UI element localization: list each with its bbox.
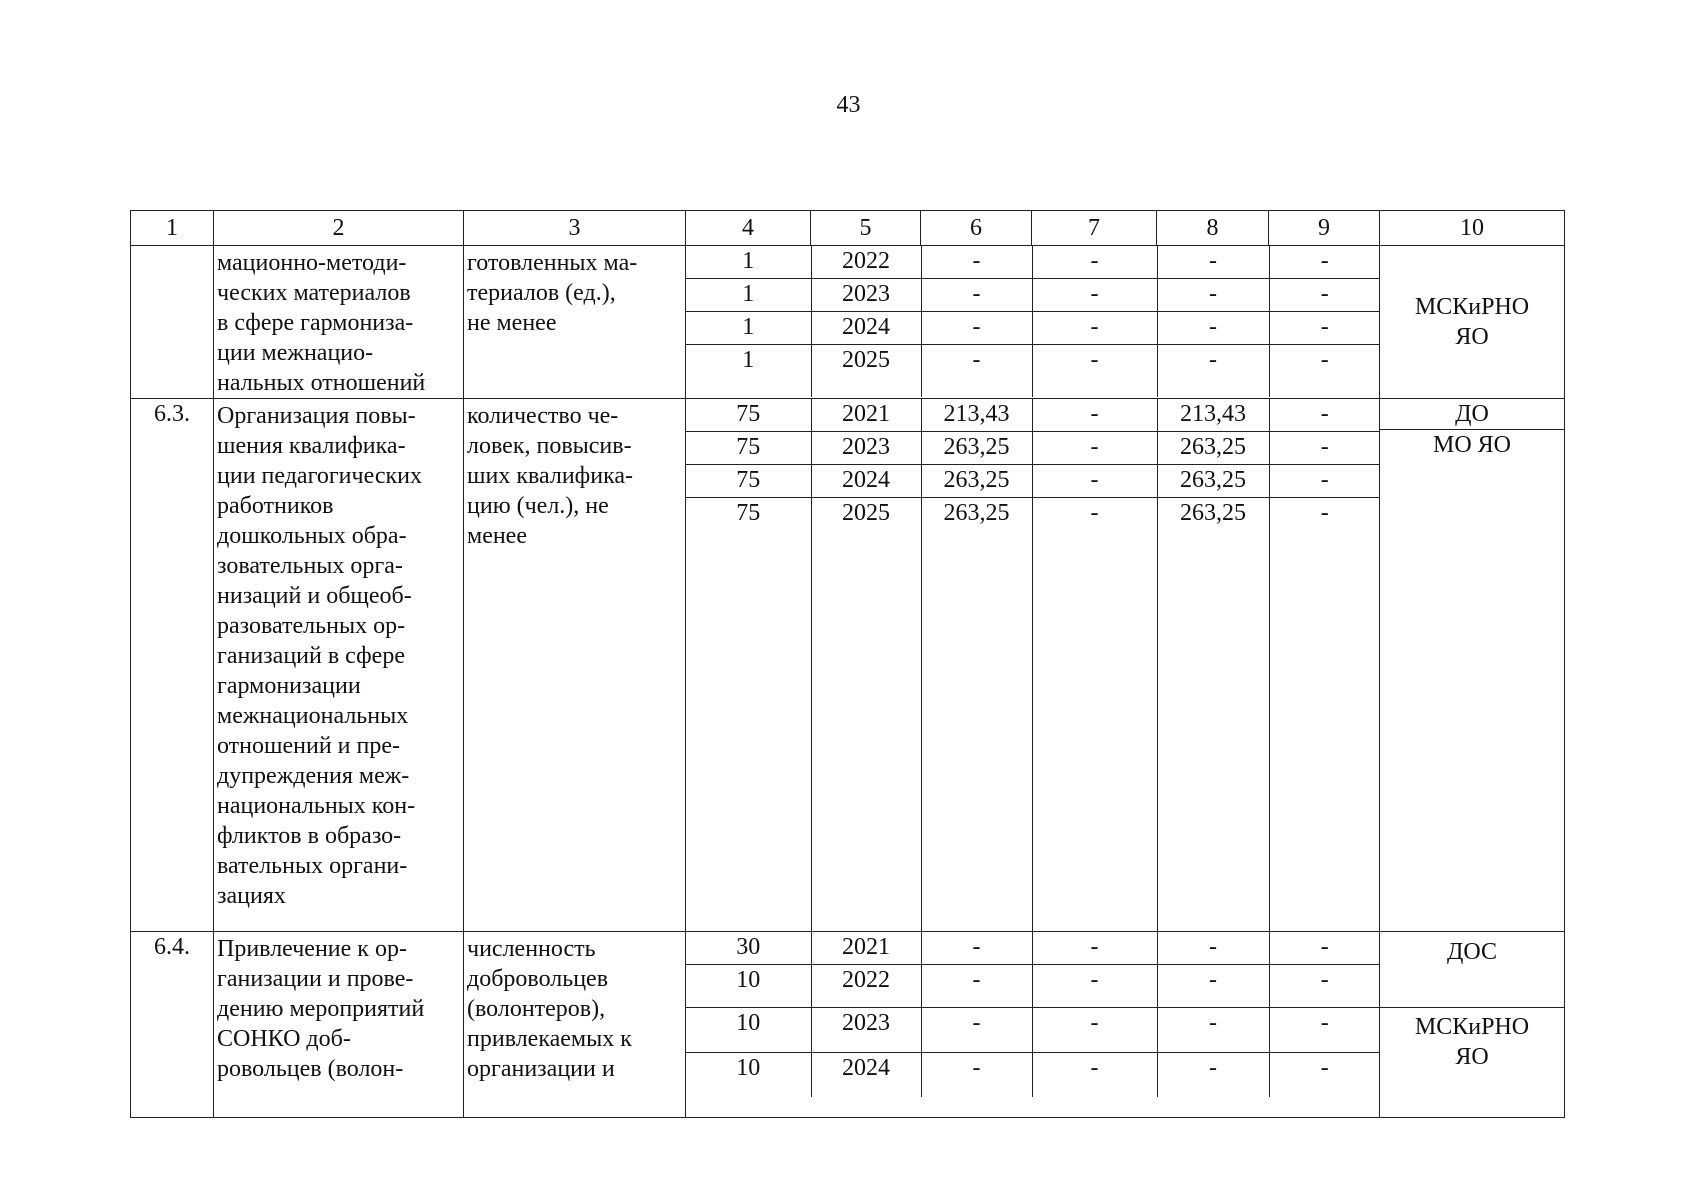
responsible-line: ДО [1380, 399, 1564, 430]
responsible-cell [1380, 932, 1565, 1118]
value-cell: - [921, 1053, 1032, 1098]
row-number: 6.4. [131, 932, 214, 1118]
indicator-line: цию (чел.), не [467, 493, 609, 519]
value-cell: 30 [686, 932, 811, 965]
indicator-line: количество че- [467, 403, 619, 429]
value-cell: - [1032, 1053, 1157, 1098]
measure-line: отношений и пре- [217, 733, 401, 759]
measure-line: национальных кон- [217, 793, 416, 819]
value-cell: - [921, 932, 1032, 965]
measure-cell [214, 399, 464, 932]
value-cell: 2024 [811, 465, 921, 498]
measure-line: ческих материалов [217, 280, 411, 306]
value-cell: 10 [686, 1008, 811, 1053]
indicator-line: численность [467, 936, 596, 962]
measure-line: Привлечение к ор- [217, 936, 407, 962]
indicator-line: добровольцев [467, 966, 609, 992]
responsible-line: МСКиРНО [1414, 1014, 1530, 1040]
value-cell: - [1157, 965, 1269, 1008]
row-number [131, 246, 214, 399]
measure-line: ганизации и прове- [217, 966, 414, 992]
value-cell: 75 [736, 500, 761, 526]
value-cell: - [1269, 965, 1380, 1008]
value-row [686, 1008, 1380, 1053]
value-cell: 1 [686, 246, 811, 279]
value-cell: 1 [686, 279, 811, 312]
indicator-cell [464, 932, 686, 1118]
indicator-line: териалов (ед.), [467, 280, 616, 306]
header-cell: 8 [1157, 211, 1269, 246]
value-cell: 213,43 [921, 399, 1032, 432]
value-cell: - [1157, 345, 1269, 398]
value-cell: - [1032, 246, 1157, 279]
measure-line: межнациональных [217, 703, 409, 729]
row-number: 6.3. [131, 399, 214, 932]
indicator-line: ловек, повысив- [467, 433, 632, 459]
responsible-cell [1380, 399, 1565, 932]
value-cell: - [1032, 432, 1157, 465]
value-cell: - [1157, 1053, 1269, 1098]
value-cell: 263,25 [1157, 498, 1269, 932]
values-block [686, 246, 1380, 399]
value-cell: - [921, 1008, 1032, 1053]
value-cell: - [1032, 312, 1157, 345]
value-cell: 1 [686, 312, 811, 345]
page-number: 43 [836, 92, 861, 118]
value-cell: - [1032, 932, 1157, 965]
indicator-line: не менее [467, 310, 557, 336]
responsible-line: ДОС [1380, 932, 1564, 1008]
value-cell: 2022 [811, 246, 921, 279]
values-subtable [686, 399, 1380, 931]
measure-line: ровольцев (волон- [217, 1056, 404, 1082]
value-cell: - [1269, 1008, 1380, 1053]
value-cell: - [1269, 432, 1380, 465]
value-cell: 10 [736, 1055, 761, 1081]
values-subtable [686, 932, 1380, 1097]
measure-line: ции педагогических [217, 463, 422, 489]
measure-line: зовательных орга- [217, 553, 403, 579]
value-cell: 2025 [811, 345, 921, 398]
value-cell: 2024 [811, 1053, 921, 1098]
value-row [686, 1053, 1380, 1098]
measure-line: Организация повы- [217, 403, 416, 429]
value-cell: - [1269, 312, 1380, 345]
value-cell: - [1157, 312, 1269, 345]
measure-cell [214, 246, 464, 399]
value-cell: - [1269, 465, 1380, 498]
header-cell: 2 [214, 211, 464, 246]
values-subtable [686, 246, 1380, 397]
responsible-cell [1380, 246, 1565, 399]
indicator-line: организации и [467, 1056, 615, 1082]
measure-line: в сфере гармониза- [217, 310, 414, 336]
measure-line: гармонизации [217, 673, 361, 699]
header-cell: 6 [921, 211, 1032, 246]
header-cell: 9 [1269, 211, 1380, 246]
value-cell: 2023 [811, 1008, 921, 1053]
value-cell: 75 [686, 399, 811, 432]
measure-line: шения квалифика- [217, 433, 406, 459]
value-cell: 2025 [811, 498, 921, 932]
responsible-line: ЯО [1455, 324, 1489, 350]
value-cell: 2023 [811, 279, 921, 312]
value-cell: 2024 [811, 312, 921, 345]
values-block [686, 399, 1380, 932]
value-cell: - [1269, 1053, 1380, 1098]
value-cell: 2021 [811, 399, 921, 432]
value-cell: - [921, 345, 1032, 398]
value-cell: 263,25 [921, 465, 1032, 498]
measure-line: фликтов в образо- [217, 823, 402, 849]
value-row [686, 498, 1380, 932]
value-cell: - [1032, 965, 1157, 1008]
value-row [686, 246, 1380, 279]
value-cell: - [1032, 498, 1157, 932]
value-cell: - [1269, 932, 1380, 965]
value-row [686, 312, 1380, 345]
header-cell: 1 [131, 211, 214, 246]
value-row [686, 432, 1380, 465]
value-cell: 75 [686, 465, 811, 498]
header-cell: 10 [1380, 211, 1565, 246]
measure-line: дошкольных обра- [217, 523, 407, 549]
measure-line: работников [217, 493, 334, 519]
header-row [131, 211, 1565, 246]
value-cell: - [1032, 345, 1157, 398]
value-row [686, 279, 1380, 312]
value-cell: - [921, 246, 1032, 279]
responsible-line: МСКиРНО [1414, 294, 1530, 320]
value-cell: - [1157, 279, 1269, 312]
measure-line: СОНКО доб- [217, 1026, 351, 1052]
table-row [131, 399, 1565, 932]
measure-line: ции межнацио- [217, 340, 374, 366]
indicator-line: готовленных ма- [467, 250, 638, 276]
measure-line: вательных органи- [217, 853, 408, 879]
measure-line: зациях [217, 883, 286, 909]
value-cell: - [1032, 399, 1157, 432]
value-cell: 75 [686, 432, 811, 465]
value-row [686, 345, 1380, 398]
table-row [131, 932, 1565, 1118]
measure-cell [214, 932, 464, 1118]
measure-line: дению мероприятий [217, 996, 425, 1022]
table-row [131, 246, 1565, 399]
value-cell: 263,25 [1157, 465, 1269, 498]
value-row [686, 465, 1380, 498]
value-cell: 2022 [811, 965, 921, 1008]
value-row [686, 965, 1380, 1008]
value-row [686, 932, 1380, 965]
value-cell: - [1269, 498, 1380, 932]
measure-line: низаций и общеоб- [217, 583, 412, 609]
value-cell: - [1157, 932, 1269, 965]
value-row [686, 399, 1380, 432]
indicator-line: менее [467, 523, 527, 549]
value-cell: 263,25 [921, 432, 1032, 465]
indicator-line: привлекаемых к [467, 1026, 632, 1052]
measure-line: разовательных ор- [217, 613, 406, 639]
value-cell: - [1269, 399, 1380, 432]
header-cell: 3 [464, 211, 686, 246]
measure-line: ганизаций в сфере [217, 643, 405, 669]
value-cell: - [1157, 246, 1269, 279]
value-cell: - [921, 965, 1032, 1008]
values-block [686, 932, 1380, 1118]
value-cell: 213,43 [1157, 399, 1269, 432]
value-cell: - [921, 312, 1032, 345]
value-cell: 2021 [811, 932, 921, 965]
measure-line: нальных отношений [217, 370, 426, 396]
value-cell: - [1032, 279, 1157, 312]
value-cell: - [1269, 345, 1380, 398]
value-cell: - [1269, 246, 1380, 279]
measure-line: дупреждения меж- [217, 763, 410, 789]
value-cell: 1 [742, 347, 755, 373]
header-cell: 7 [1032, 211, 1157, 246]
header-cell: 4 [686, 211, 811, 246]
value-cell: 10 [686, 965, 811, 1008]
value-cell: - [1157, 1008, 1269, 1053]
header-cell: 5 [811, 211, 921, 246]
measure-line: мационно-методи- [217, 250, 407, 276]
value-cell: 263,25 [1157, 432, 1269, 465]
indicator-cell [464, 246, 686, 399]
value-cell: - [1269, 279, 1380, 312]
data-table [130, 210, 1565, 1118]
value-cell: - [1032, 465, 1157, 498]
indicator-line: ших квалифика- [467, 463, 634, 489]
responsible-line: МО ЯО [1432, 432, 1511, 458]
value-cell: 263,25 [921, 498, 1032, 932]
value-cell: - [1032, 1008, 1157, 1053]
indicator-cell [464, 399, 686, 932]
value-cell: 2023 [811, 432, 921, 465]
value-cell: - [921, 279, 1032, 312]
indicator-line: (волонтеров), [467, 996, 606, 1022]
responsible-line: ЯО [1455, 1044, 1489, 1070]
